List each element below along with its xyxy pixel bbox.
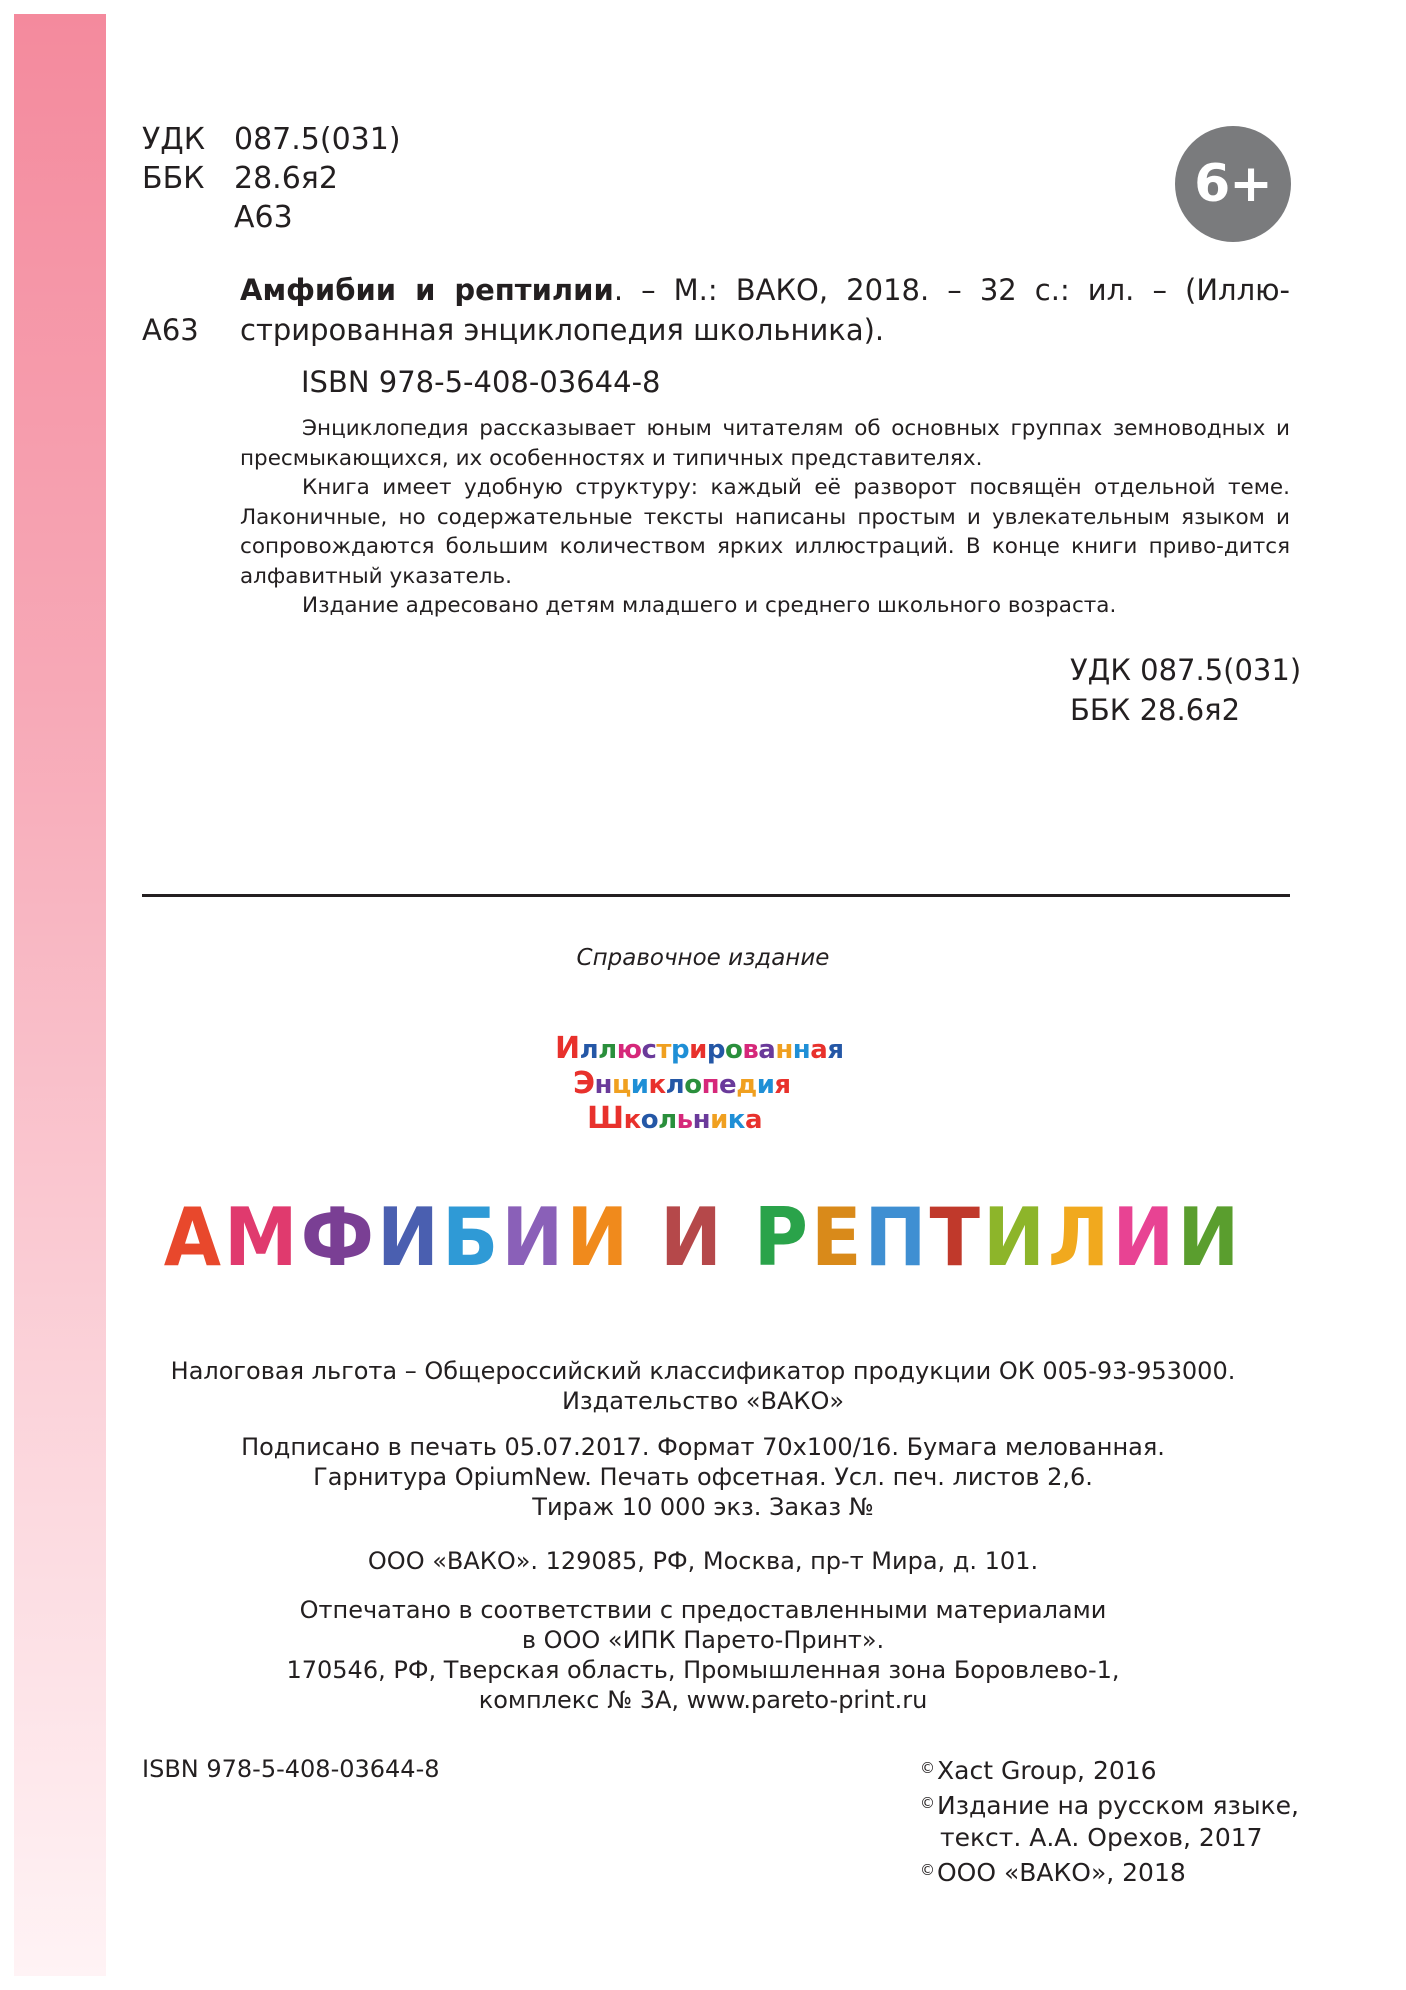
imprint-printer (0, 1595, 1406, 1715)
udk-bbk-right (1070, 650, 1301, 730)
letter: Р (753, 1191, 811, 1285)
copyright-line: текст. А.А. Орехов, 2017 (940, 1823, 1263, 1852)
horizontal-rule (142, 894, 1290, 897)
author-sign: А63 (234, 200, 293, 235)
copyright-block (920, 1752, 1299, 1889)
letter: е (719, 1070, 737, 1100)
letter: д (736, 1070, 757, 1100)
series-logo-text (595, 1070, 791, 1100)
abstract-paragraph: Книга имеет удобную структуру: каждый её разворот посвящён отдельной теме. Лаконичные, но содержательные тексты написаны простым и увлекательным языком и сопровождаются большим количеством ярких иллюстраций. В конце книги приво-дится алфавитный указатель. (240, 475, 1290, 589)
imprint-line: 170546, РФ, Тверская область, Промышленная зона Боровлево-1, (286, 1656, 1120, 1684)
letter: Ф (300, 1191, 378, 1285)
letter: и (689, 1035, 707, 1065)
imprint-line: Тираж 10 000 экз. Заказ № (532, 1493, 874, 1521)
abstract-paragraph: Энциклопедия рассказывает юным читателям об основных группах земноводных и пресмыкающихся, их особенностях и типичных представителях. (240, 416, 1290, 471)
abstract (240, 414, 1290, 621)
letter: н (792, 1035, 811, 1065)
letter: И (566, 1191, 632, 1285)
bbk-value: 28.6я2 (234, 161, 338, 196)
letter (631, 1192, 660, 1285)
letter: р (670, 1035, 690, 1065)
imprint-tax (0, 1356, 1406, 1416)
letter: т (656, 1035, 671, 1065)
imprint-line: Издательство «ВАКО» (561, 1387, 845, 1415)
copyright-line: Xact Group, 2016 (937, 1756, 1157, 1785)
letter: И (1177, 1191, 1243, 1285)
series-logo-text (624, 1105, 762, 1135)
letter: И (982, 1191, 1048, 1285)
letter: И (501, 1191, 567, 1285)
imprint-line: ООО «ВАКО». 129085, РФ, Москва, пр-т Мира, д. 101. (367, 1547, 1039, 1575)
imprint-line: Налоговая льгота – Общероссийский классификатор продукции ОК 005-93-953000. (170, 1357, 1236, 1385)
copyright-symbol: © (920, 1861, 935, 1879)
series-logo-text (580, 1035, 844, 1065)
udk-label: УДК (142, 122, 206, 157)
letter: а (758, 1035, 776, 1065)
letter: П (864, 1191, 930, 1285)
letter (725, 1192, 754, 1285)
bibliographic-rest: . – М.: ВАКО, 2018. – 32 с.: ил. – (Иллю-стрированная энциклопедия школьника). (240, 273, 1290, 347)
letter: о (724, 1035, 743, 1065)
reference-type: Справочное издание (576, 945, 830, 971)
imprint-line: в ООО «ИПК Парето-Принт». (521, 1626, 885, 1654)
letter: а (810, 1035, 828, 1065)
letter: Л (1047, 1191, 1113, 1285)
bibliographic-record (142, 270, 1290, 350)
series-logo-cap: Ш (587, 1101, 624, 1136)
copyright-symbol: © (920, 1794, 935, 1812)
letter: я (774, 1070, 791, 1100)
series-logo-cap: Э (573, 1066, 595, 1101)
imprint-signed (0, 1432, 1406, 1522)
letter: и (630, 1070, 649, 1100)
copyright-line: Издание на русском языке, (937, 1791, 1299, 1820)
imprint-line: Подписано в печать 05.07.2017. Формат 70х100/16. Бумага мелованная. (241, 1433, 1165, 1461)
letter: Е (810, 1191, 865, 1285)
isbn-main: ISBN 978-5-408-03644-8 (301, 365, 661, 399)
letter: И (1112, 1191, 1178, 1285)
letter: И (377, 1191, 442, 1285)
letter: М (224, 1191, 301, 1285)
bbk-right-line: ББК 28.6я2 (1070, 693, 1241, 727)
udk-right-line: УДК 087.5(031) (1070, 653, 1302, 687)
letter: к (623, 1105, 641, 1135)
letter: н (692, 1105, 711, 1135)
letter: л (579, 1035, 599, 1065)
letter: о (684, 1070, 702, 1100)
age-rating-badge: 6+ (1175, 126, 1291, 242)
book-title (0, 1192, 1406, 1285)
imprint-line: комплекс № 3А, www.pareto-print.ru (478, 1686, 928, 1714)
letter: к (727, 1105, 745, 1135)
udk-bbk-block (142, 120, 401, 237)
letter: н (775, 1035, 793, 1065)
letter: я (827, 1035, 844, 1065)
letter: л (598, 1035, 617, 1065)
imprint-publisher (0, 1546, 1406, 1576)
letter: р (706, 1035, 725, 1065)
letter: ь (676, 1105, 693, 1135)
letter: н (594, 1070, 612, 1100)
series-logo (555, 1032, 844, 1137)
letter: Б (441, 1191, 502, 1285)
letter: и (710, 1105, 728, 1135)
letter: и (756, 1070, 775, 1100)
udk-value: 087.5(031) (234, 122, 401, 157)
letter: к (648, 1070, 666, 1100)
letter: ц (612, 1070, 631, 1100)
copyright-symbol: © (920, 1759, 935, 1777)
letter: л (665, 1070, 685, 1100)
letter: а (744, 1105, 762, 1135)
series-logo-cap: И (555, 1031, 580, 1066)
imprint-line: Отпечатано в соответствии с предоставленными материалами (299, 1596, 1107, 1624)
letter: л (658, 1105, 677, 1135)
letter: А (163, 1191, 225, 1285)
bbk-label: ББК (142, 161, 205, 196)
letter: Т (929, 1191, 983, 1285)
letter: И (660, 1191, 725, 1285)
letter: с (641, 1035, 657, 1065)
bibliographic-title: Амфибии и рептилии (240, 273, 614, 307)
letter: в (742, 1035, 759, 1065)
isbn-bottom: ISBN 978-5-408-03644-8 (142, 1755, 440, 1783)
copyright-line: ООО «ВАКО», 2018 (937, 1858, 1186, 1887)
letter: ю (616, 1035, 642, 1065)
bibliographic-code: А63 (142, 313, 199, 347)
letter: п (701, 1070, 720, 1100)
letter: о (640, 1105, 659, 1135)
imprint-line: Гарнитура OpiumNew. Печать офсетная. Усл. печ. листов 2,6. (313, 1463, 1093, 1491)
abstract-paragraph: Издание адресовано детям младшего и среднего школьного возраста. (302, 593, 1117, 618)
